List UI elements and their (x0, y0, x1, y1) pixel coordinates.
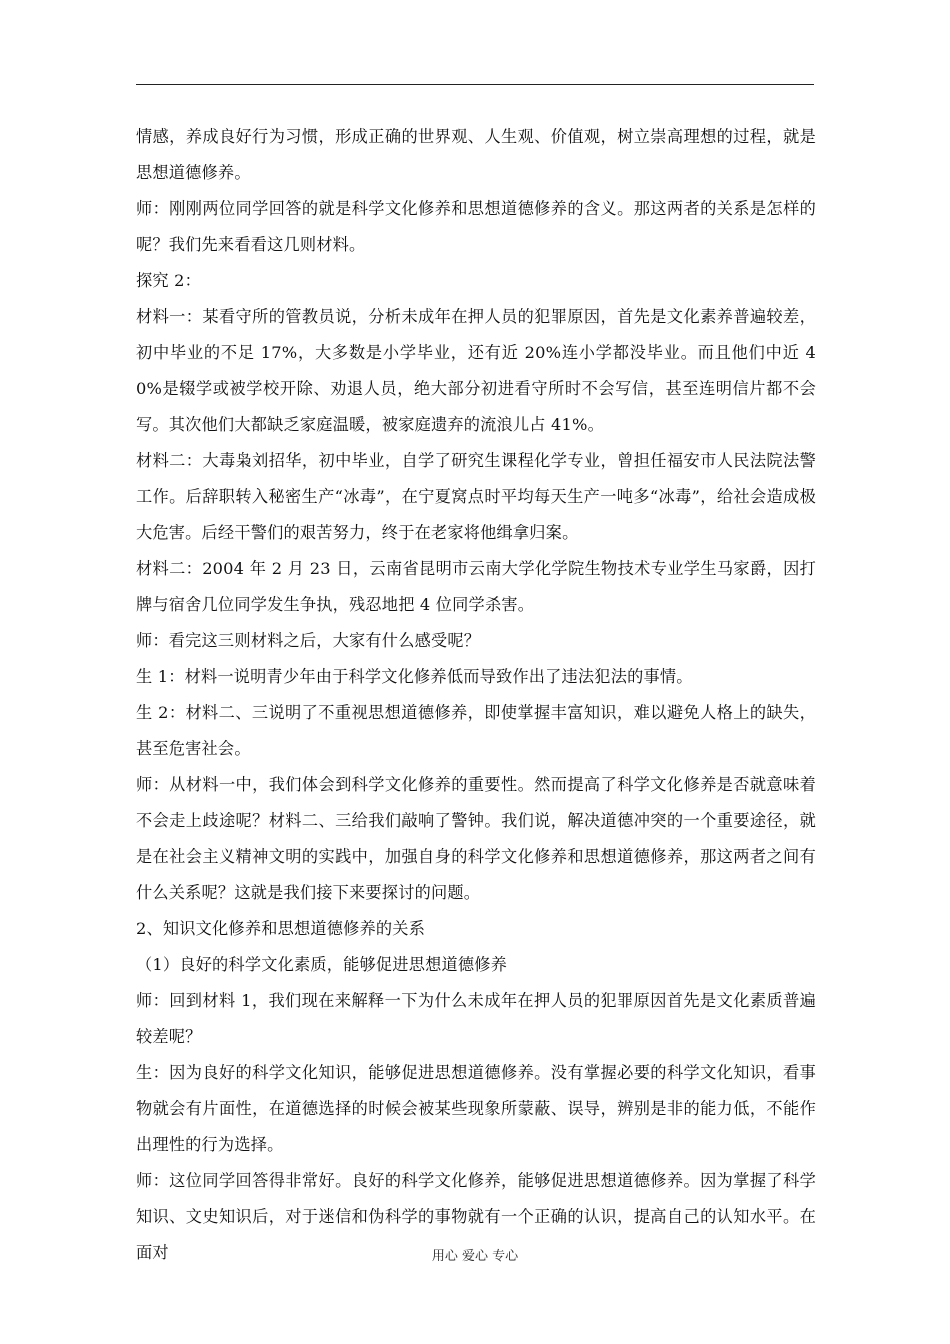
header-rule (136, 84, 814, 85)
sub-heading: （1）良好的科学文化素质，能够促进思想道德修养 (136, 955, 508, 974)
paragraph: 生 1：材料一说明青少年由于科学文化修养低而导致作出了违法犯法的事情。 (136, 667, 693, 686)
paragraph: 材料二：大毒枭刘招华，初中毕业，自学了研究生课程化学专业，曾担任福安市人民法院法警工作。后辞职转入秘密生产“冰毒”，在宁夏窝点时平均每天生产一吨多“冰毒”，给社会造成极大危害。后经干警们的艰苦努力，终于在老家将他缉拿归案。 (136, 451, 816, 542)
section-heading: 2、知识文化修养和思想道德修养的关系 (136, 919, 426, 938)
paragraph: 生 2：材料二、三说明了不重视思想道德修养，即使掌握丰富知识，难以避免人格上的缺失，甚至危害社会。 (136, 703, 816, 758)
paragraph: 材料一：某看守所的管教员说，分析未成年在押人员的犯罪原因，首先是文化素养普遍较差，初中毕业的不足 17%，大多数是小学毕业，还有近 20%连小学都没毕业。而且他们中近 40%是辍学或被学校开除、劝退人员，绝大部分初进看守所时不会写信，甚至连明信片都不会写。其次他们大都缺乏家庭温暖，被家庭遗弃的流浪儿占 41%。 (136, 307, 816, 434)
page-footer: 用心 爱心 专心 (431, 1249, 519, 1264)
paragraph: 探究 2： (136, 271, 202, 290)
paragraph: 师：回到材料 1，我们现在来解释一下为什么未成年在押人员的犯罪原因首先是文化素质普遍较差呢？ (136, 991, 816, 1046)
paragraph: 情感，养成良好行为习惯，形成正确的世界观、人生观、价值观，树立崇高理想的过程，就是思想道德修养。 (136, 127, 816, 182)
paragraph: 师：从材料一中，我们体会到科学文化修养的重要性。然而提高了科学文化修养是否就意味着不会走上歧途呢？材料二、三给我们敲响了警钟。我们说，解决道德冲突的一个重要途径，就是在社会主义精神文明的实践中，加强自身的科学文化修养和思想道德修养，那这两者之间有什么关系呢？这就是我们接下来要探讨的问题。 (136, 775, 816, 902)
paragraph: 生：因为良好的科学文化知识，能够促进思想道德修养。没有掌握必要的科学文化知识，看事物就会有片面性，在道德选择的时候会被某些现象所蒙蔽、误导，辨别是非的能力低，不能作出理性的行为选择。 (136, 1063, 816, 1154)
paragraph: 师：刚刚两位同学回答的就是科学文化修养和思想道德修养的含义。那这两者的关系是怎样的呢？我们先来看看这几则材料。 (136, 199, 816, 254)
paragraph: 师：这位同学回答得非常好。良好的科学文化修养，能够促进思想道德修养。因为掌握了科学知识、文史知识后，对于迷信和伪科学的事物就有一个正确的认识，提高自己的认知水平。在面对 (136, 1171, 816, 1262)
paragraph: 材料二：2004 年 2 月 23 日，云南省昆明市云南大学化学院生物技术专业学生马家爵，因打牌与宿舍几位同学发生争执，残忍地把 4 位同学杀害。 (136, 559, 816, 614)
paragraph: 师：看完这三则材料之后，大家有什么感受呢？ (136, 631, 481, 650)
document-body (136, 119, 816, 1271)
